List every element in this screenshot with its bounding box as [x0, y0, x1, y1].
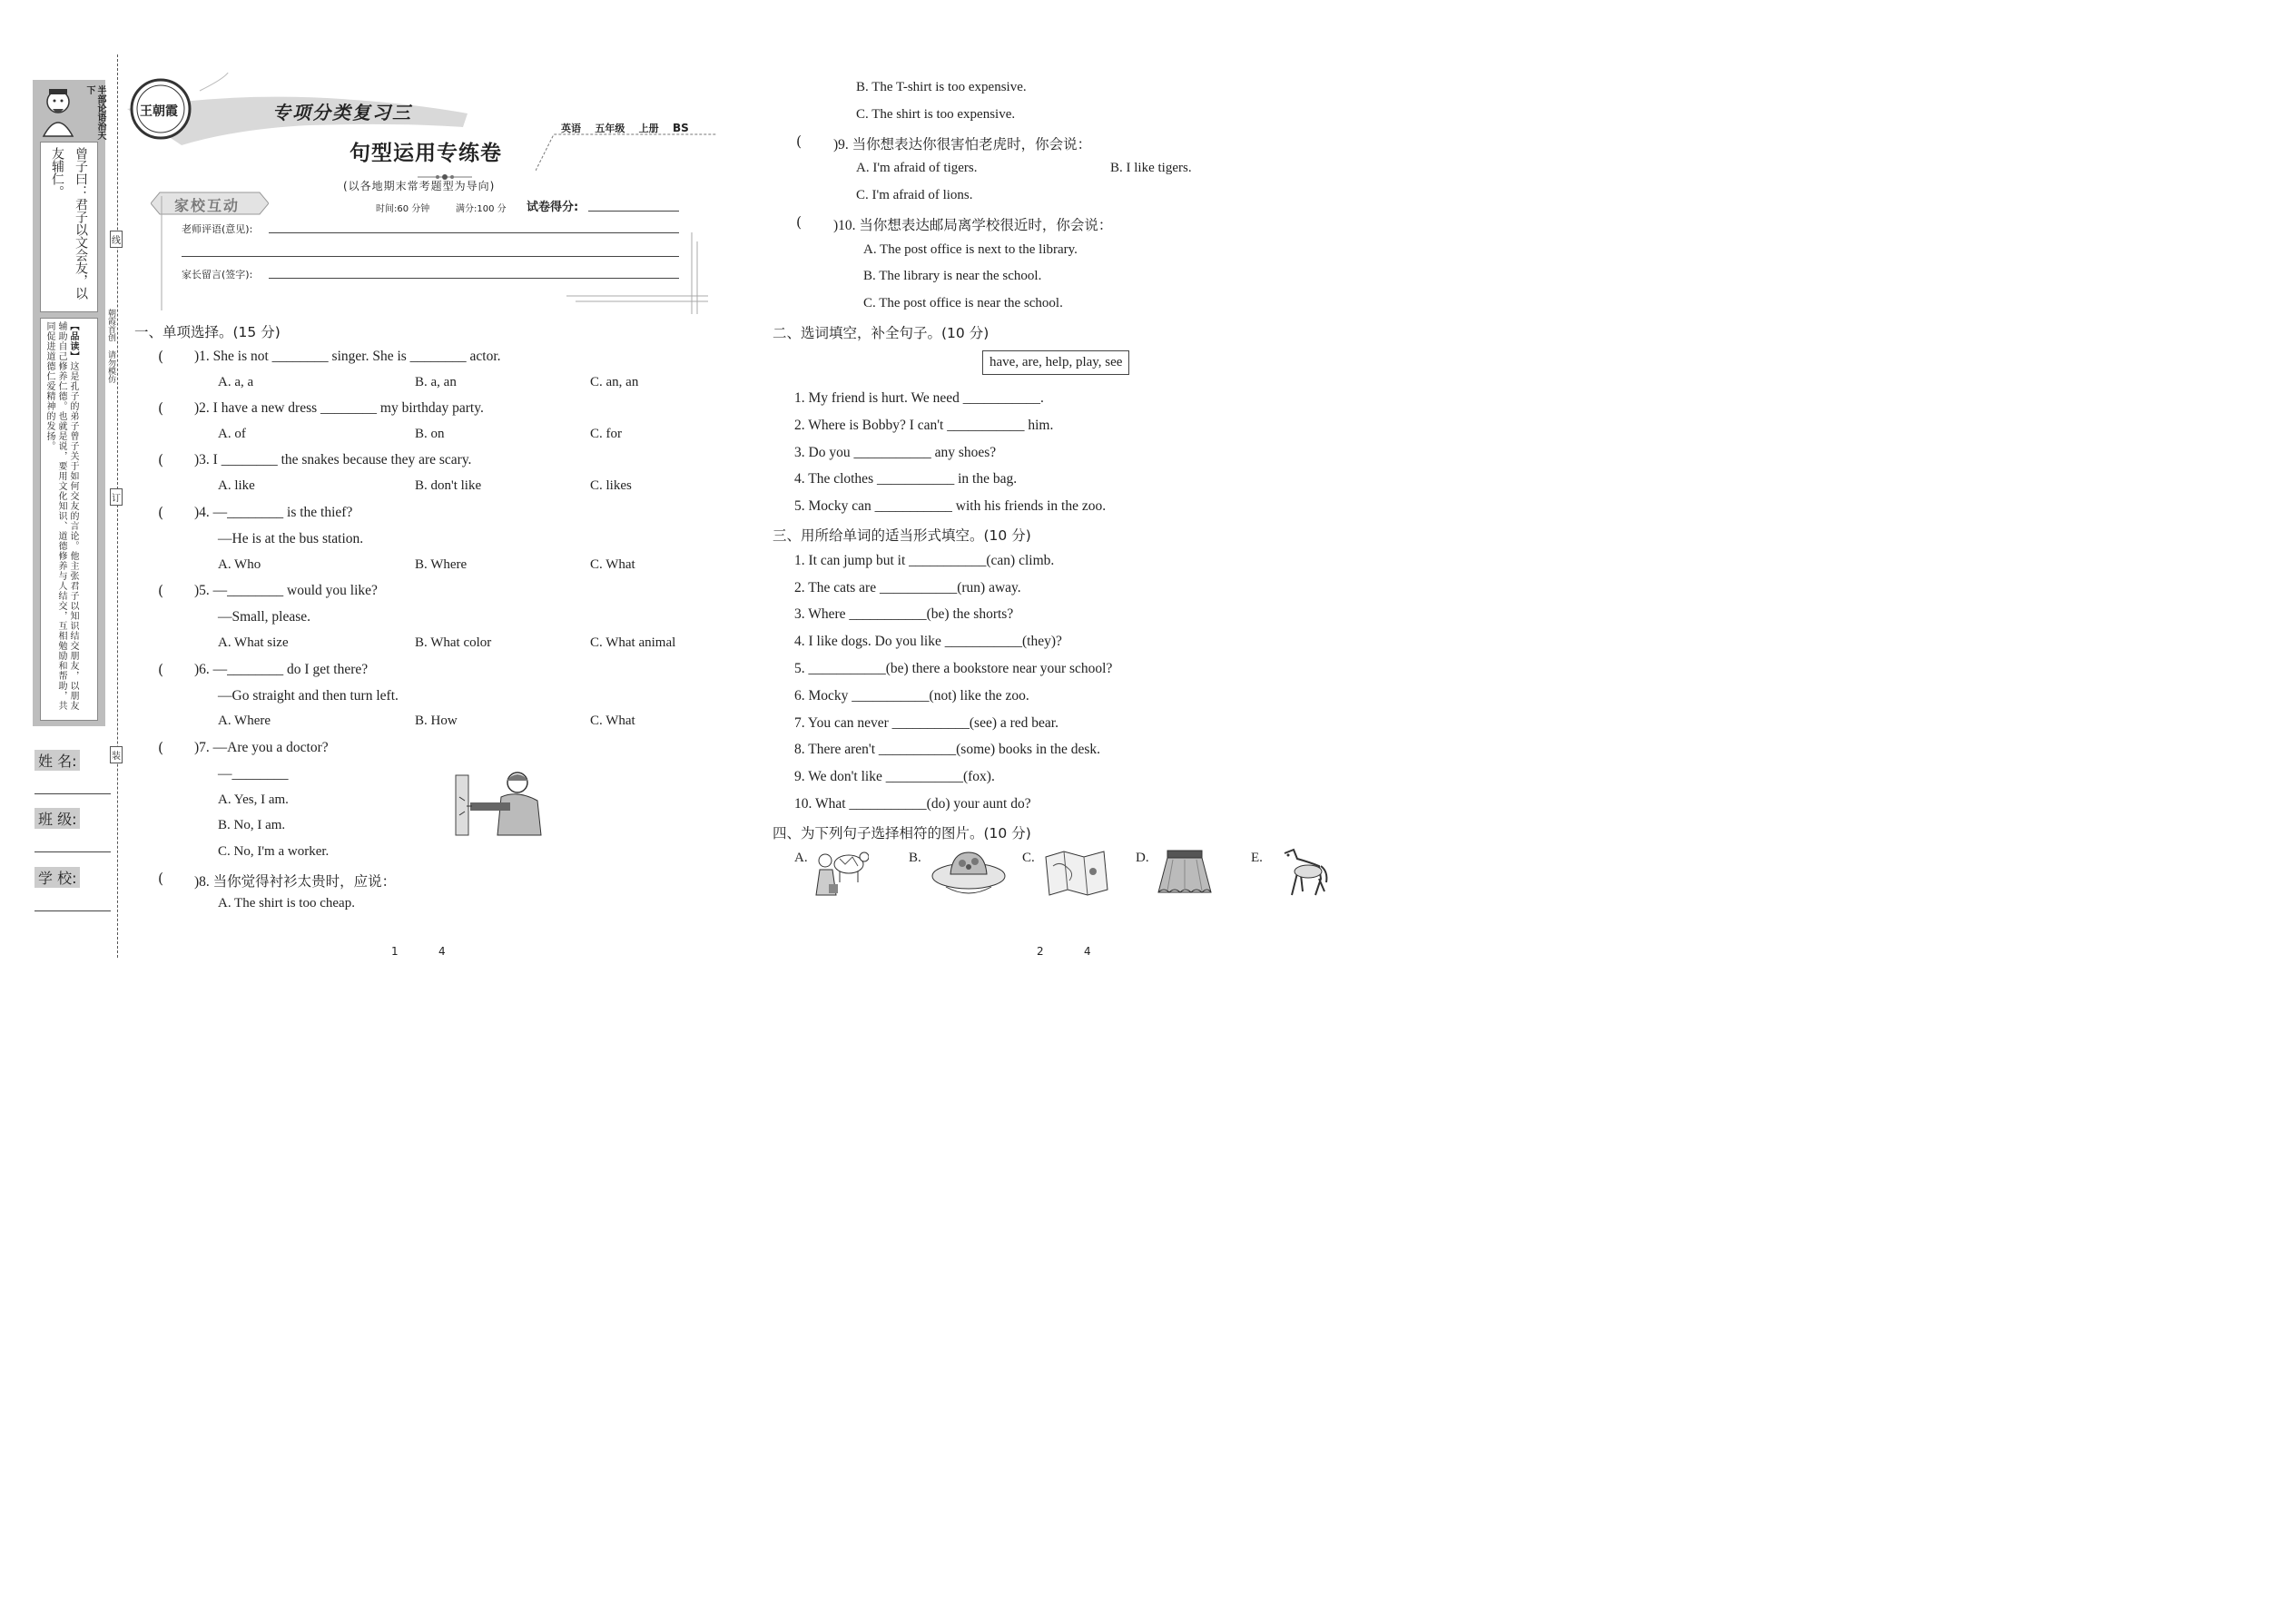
q6-text: )6. —________ do I get there?: [194, 662, 369, 677]
q2-text: )2. I have a new dress ________ my birthday party.: [194, 400, 484, 416]
s2-item-4[interactable]: 4. The clothes ___________ in the bag.: [794, 471, 1018, 487]
q10-text: )10. 当你想表达邮局离学校很近时，你会说：: [833, 218, 1113, 233]
quote: 曾子曰：君子以文会友，以友辅仁。: [50, 147, 88, 300]
meta-subject: 英语: [561, 123, 581, 134]
q9-option-a[interactable]: A. I'm afraid of tigers.: [856, 161, 978, 175]
q9-option-c[interactable]: C. I'm afraid of lions.: [856, 188, 973, 202]
section2-title: 二、选词填空，补全句子。(10 分): [773, 325, 989, 341]
q5-reply: —Small, please.: [218, 609, 311, 625]
q2-paren[interactable]: (: [158, 400, 164, 417]
word-box: have, are, help, play, see: [982, 350, 1129, 375]
q4-option-c[interactable]: C. What: [590, 557, 635, 572]
section4-title: 四、为下列句子选择相符的图片。(10 分): [773, 825, 1031, 842]
q3-option-c[interactable]: C. likes: [590, 478, 632, 493]
q3-text: )3. I ________ the snakes because they are scary.: [194, 452, 472, 468]
paper-subtitle: (以各地期末常考题型为导向): [343, 180, 496, 192]
pic-label-a: A.: [794, 851, 808, 865]
q6-option-c[interactable]: C. What: [590, 714, 635, 728]
q10-paren[interactable]: (: [796, 214, 802, 231]
worker-drilling-image: [454, 770, 545, 838]
name-label: 姓 名:: [34, 750, 80, 771]
q5-option-c[interactable]: C. What animal: [590, 635, 676, 650]
q4-text: )4. —________ is the thief?: [194, 505, 353, 520]
section3-title: 三、用所给单词的适当形式填空。(10 分): [773, 527, 1031, 544]
header-frame: [149, 187, 708, 314]
school-field[interactable]: [34, 910, 111, 911]
q5-paren[interactable]: (: [158, 583, 164, 599]
q7-paren[interactable]: (: [158, 740, 164, 756]
s2-item-5[interactable]: 5. Mocky can ___________ with his friends in the zoo.: [794, 498, 1107, 514]
s3-item-1[interactable]: 1. It can jump but it ___________(can) climb.: [794, 553, 1055, 568]
q1-option-a[interactable]: A. a, a: [218, 375, 254, 389]
series-title: 专项分类复习三: [272, 102, 412, 123]
score-label: 试卷得分:: [527, 201, 579, 214]
cow-farmer-picture[interactable]: [812, 844, 869, 897]
s3-item-5[interactable]: 5. ___________(be) there a bookstore near your school?: [794, 661, 1113, 676]
reading-body: 这是孔子的弟子曾子关于如何交友的言论。他主张君子以知识结交朋友，以朋友辅助自己修养仁德。也就是说，要用文化知识、道德修养与人结交，互相勉励和帮助，共同促进道德仁爱精神的发扬。: [44, 321, 78, 711]
left-page-total: 4: [438, 945, 446, 958]
home-school-title: 家校互动: [174, 197, 241, 214]
q4-paren[interactable]: (: [158, 505, 164, 521]
right-page-total: 4: [1084, 945, 1091, 958]
q6-paren[interactable]: (: [158, 662, 164, 678]
q10-option-b[interactable]: B. The library is near the school.: [863, 269, 1042, 283]
q8-option-c[interactable]: C. The shirt is too expensive.: [856, 107, 1016, 122]
confucius-portrait: [36, 84, 80, 138]
class-label: 班 级:: [34, 808, 80, 829]
q3-paren[interactable]: (: [158, 452, 164, 468]
q7-option-a[interactable]: A. Yes, I am.: [218, 792, 289, 807]
q9-option-b[interactable]: B. I like tigers.: [1110, 161, 1192, 175]
q7-reply: —________: [218, 766, 289, 782]
q10-option-c[interactable]: C. The post office is near the school.: [863, 296, 1063, 310]
q7-option-b[interactable]: B. No, I am.: [218, 818, 286, 832]
cut-mark-3: 装: [110, 746, 123, 763]
pic-label-c: C.: [1022, 851, 1035, 865]
q1-paren[interactable]: (: [158, 349, 164, 365]
s2-item-1[interactable]: 1. My friend is hurt. We need ___________.: [794, 390, 1044, 406]
paper-title: 句型运用专练卷: [350, 141, 502, 165]
pic-label-d: D.: [1136, 851, 1149, 865]
s2-item-3[interactable]: 3. Do you ___________ any shoes?: [794, 445, 997, 460]
q4-option-b[interactable]: B. Where: [415, 557, 468, 572]
q4-reply: —He is at the bus station.: [218, 531, 364, 546]
q8-text: )8. 当你觉得衬衫太贵时，应说：: [194, 874, 397, 890]
q2-option-a[interactable]: A. of: [218, 427, 246, 441]
meta-edition: BS: [672, 122, 689, 134]
s3-item-10[interactable]: 10. What ___________(do) your aunt do?: [794, 796, 1031, 812]
q10-option-a[interactable]: A. The post office is next to the library.: [863, 242, 1078, 257]
title-dots: [418, 167, 472, 174]
q5-option-a[interactable]: A. What size: [218, 635, 289, 650]
logo-text: 王朝霞: [140, 104, 178, 119]
copyright: 朝霞首创 请勿模仿: [106, 309, 115, 383]
q5-text: )5. —________ would you like?: [194, 583, 378, 598]
pic-label-b: B.: [909, 851, 921, 865]
s3-item-4[interactable]: 4. I like dogs. Do you like ___________(they)?: [794, 634, 1062, 649]
left-page-number: 1: [391, 945, 399, 958]
q4-option-a[interactable]: A. Who: [218, 557, 261, 572]
hat-picture[interactable]: [930, 847, 1008, 897]
s3-item-9[interactable]: 9. We don't like ___________(fox).: [794, 769, 995, 784]
name-field[interactable]: [34, 793, 111, 794]
s3-item-2[interactable]: 2. The cats are ___________(run) away.: [794, 580, 1021, 595]
q8-paren[interactable]: (: [158, 871, 164, 887]
q1-option-c[interactable]: C. an, an: [590, 375, 639, 389]
q8-option-a[interactable]: A. The shirt is too cheap.: [218, 896, 355, 910]
q9-text: )9. 当你想表达你很害怕老虎时，你会说：: [833, 137, 1092, 153]
skirt-picture[interactable]: [1155, 847, 1215, 898]
meta-grade: 五年级: [595, 123, 625, 134]
pic-label-e: E.: [1251, 851, 1263, 865]
meta-term: 上册: [638, 123, 659, 134]
reading-text: [44, 321, 79, 714]
full-score-info: 满分:100 分: [456, 204, 507, 214]
q2-option-b[interactable]: B. on: [415, 427, 445, 441]
q9-paren[interactable]: (: [796, 133, 802, 150]
q8-option-b[interactable]: B. The T-shirt is too expensive.: [856, 80, 1027, 94]
q6-reply: —Go straight and then turn left.: [218, 688, 399, 704]
teacher-comment-label: 老师评语(意见):: [182, 223, 253, 235]
map-picture[interactable]: [1042, 848, 1111, 899]
q6-option-a[interactable]: A. Where: [218, 714, 271, 728]
section1-title: 一、单项选择。(15 分): [134, 324, 281, 340]
cut-mark-2: 订: [110, 488, 123, 506]
cut-line: [117, 54, 118, 958]
q3-option-a[interactable]: A. like: [218, 478, 255, 493]
meta-info: [561, 121, 689, 135]
s3-item-3[interactable]: 3. Where ___________(be) the shorts?: [794, 606, 1014, 622]
parent-comment-label: 家长留言(签字):: [182, 269, 253, 281]
school-label: 学 校:: [34, 867, 80, 888]
q6-option-b[interactable]: B. How: [415, 714, 458, 728]
q1-text: )1. She is not ________ singer. She is ________ actor.: [194, 349, 501, 364]
s3-item-6[interactable]: 6. Mocky ___________(not) like the zoo.: [794, 688, 1029, 704]
cut-mark-1: 线: [110, 231, 123, 248]
q1-option-b[interactable]: B. a, an: [415, 375, 457, 389]
reading-label: 【品读】: [68, 321, 78, 361]
q7-text: )7. —Are you a doctor?: [194, 740, 329, 755]
q3-option-b[interactable]: B. don't like: [415, 478, 482, 493]
right-page-number: 2: [1037, 945, 1044, 958]
s3-item-8[interactable]: 8. There aren't ___________(some) books in the desk.: [794, 742, 1100, 757]
s2-item-2[interactable]: 2. Where is Bobby? I can't ___________ him.: [794, 418, 1054, 433]
q2-option-c[interactable]: C. for: [590, 427, 622, 441]
slogan: 半部论语治天下: [84, 85, 105, 140]
q5-option-b[interactable]: B. What color: [415, 635, 492, 650]
class-field[interactable]: [34, 851, 111, 852]
time-info: 时间:60 分钟: [376, 204, 430, 214]
horse-picture[interactable]: [1274, 846, 1330, 899]
q7-option-c[interactable]: C. No, I'm a worker.: [218, 844, 330, 859]
s3-item-7[interactable]: 7. You can never ___________(see) a red bear.: [794, 715, 1058, 731]
